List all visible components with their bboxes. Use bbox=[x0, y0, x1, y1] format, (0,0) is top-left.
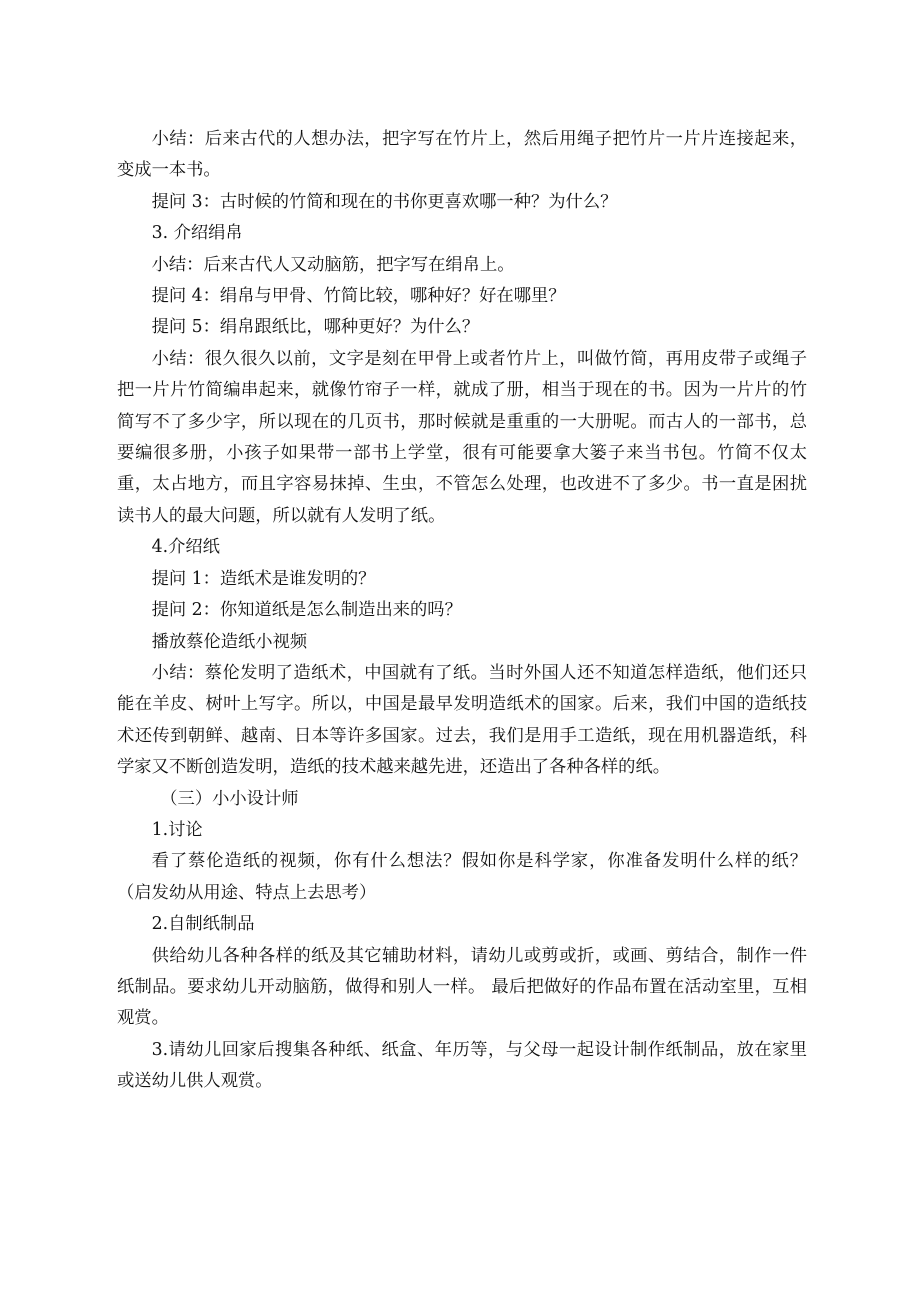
question-5-paragraph: 提问 5：绢帛跟纸比，哪种更好？为什么？ bbox=[151, 317, 480, 338]
section-designer-heading: （三）小小设计师 bbox=[160, 788, 299, 809]
question-3-paragraph: 提问 3：古时候的竹简和现在的书你更喜欢哪一种？为什么？ bbox=[151, 191, 618, 212]
summary-history-paragraph: 小结：很久很久以前，文字是刻在甲骨上或者竹片上，叫做竹简，再用皮带子或绳子把一片片竹简编串起来，就像竹帘子一样，就成了册，相当于现在的书。因为一片片的竹简写不了多少字，所以现在的几页书，那时候就是重重的一大册呢。而古人的一部书，总要编很多册，小孩子如果带一部书上学堂，很有可能要拿大篓子来当书包。竹简不仅太重，太占地方，而且字容易抹掉、生虫，不管怎么处理，也改进不了多少。书一直是困扰读书人的最大问题，所以就有人发明了纸。 bbox=[117, 348, 807, 526]
summary-silk-paragraph: 小结：后来古代人又动脑筋，把字写在绢帛上。 bbox=[151, 254, 515, 275]
question-2-paragraph: 提问 2：你知道纸是怎么制造出来的吗？ bbox=[151, 600, 462, 621]
homework-paragraph: 3.请幼儿回家后搜集各种纸、纸盒、年历等，与父母一起设计制作纸制品，放在家里或送幼儿供人观赏。 bbox=[117, 1039, 807, 1092]
video-paragraph: 播放蔡伦造纸小视频 bbox=[151, 631, 308, 652]
question-4-paragraph: 提问 4：绢帛与甲骨、竹简比较，哪种好？好在哪里？ bbox=[151, 286, 566, 307]
discussion-paragraph: 看了蔡伦造纸的视频，你有什么想法？假如你是科学家，你准备发明什么样的纸？（启发幼从用途、特点上去思考） bbox=[117, 851, 807, 903]
discussion-heading: 1.讨论 bbox=[151, 819, 203, 840]
summary-cailun-paragraph: 小结：蔡伦发明了造纸术，中国就有了纸。当时外国人还不知道怎样造纸，他们还只能在羊皮、树叶上写字。所以，中国是最早发明造纸术的国家。后来，我们中国的造纸技术还传到朝鲜、越南、日本等许多国家。过去，我们是用手工造纸，现在用机器造纸，科学家又不断创造发明，造纸的技术越来越先进，还造出了各种各样的纸。 bbox=[117, 662, 807, 778]
question-1-paragraph: 提问 1：造纸术是谁发明的？ bbox=[151, 568, 376, 589]
craft-paragraph: 供给幼儿各种各样的纸及其它辅助材料，请幼儿或剪或折，或画、剪结合，制作一件纸制品。要求幼儿开动脑筋，做得和别人一样。 最后把做好的作品布置在活动室里，互相观赏。 bbox=[117, 945, 807, 1029]
craft-heading: 2.自制纸制品 bbox=[151, 914, 255, 935]
summary-bamboo-paragraph: 小结：后来古代的人想办法，把字写在竹片上，然后用绳子把竹片一片片连接起来，变成一本书。 bbox=[117, 129, 807, 181]
document-body bbox=[117, 124, 807, 1098]
section-silk-heading: 3. 介绍绢帛 bbox=[151, 223, 243, 244]
section-paper-heading: 4.介绍纸 bbox=[151, 537, 220, 558]
